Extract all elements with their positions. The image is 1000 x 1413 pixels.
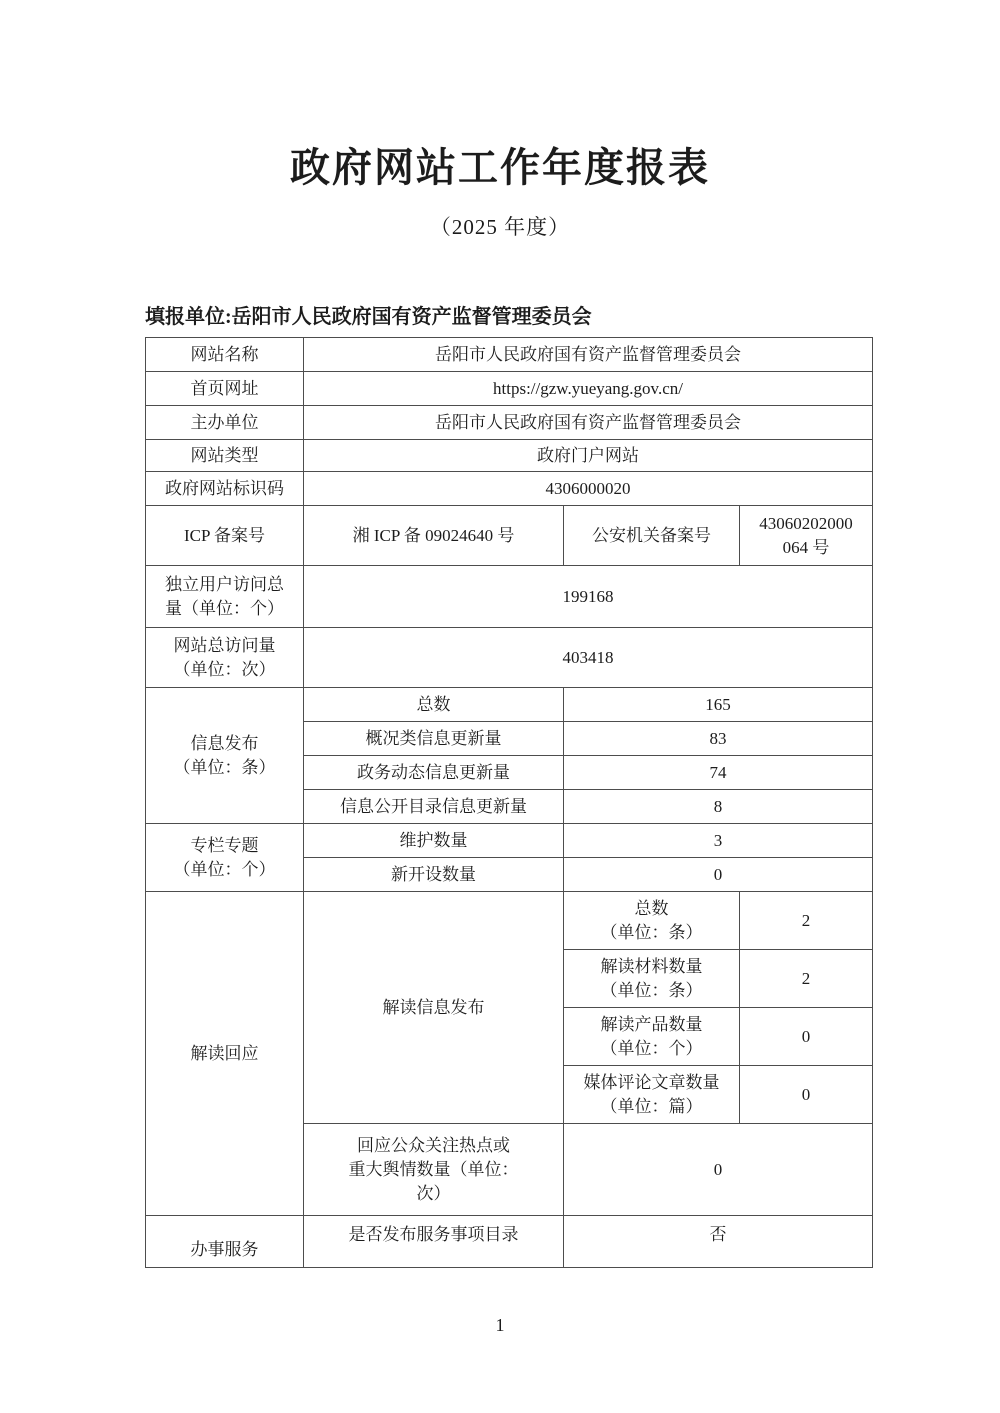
row-value: 0 xyxy=(564,858,873,892)
row-label-line: 回应公众关注热点或 xyxy=(357,1135,510,1155)
row-label-line: （单位：篇） xyxy=(600,1096,703,1116)
row-label: 是否发布服务事项目录 xyxy=(304,1216,564,1268)
subsection-label-interp-publish: 解读信息发布 xyxy=(304,892,564,1124)
table-row-topics-maintained xyxy=(146,824,873,858)
row-label-line: 网站总访问量 xyxy=(173,635,276,655)
row-value: 0 xyxy=(740,1008,873,1066)
reporting-unit-label: 填报单位:岳阳市人民政府国有资产监督管理委员会 xyxy=(145,306,592,328)
row-value: 3 xyxy=(564,824,873,858)
annual-report-table xyxy=(145,337,873,1268)
row-value: 0 xyxy=(564,1124,873,1216)
page-title: 政府网站工作年度报表 xyxy=(290,146,710,190)
row-label-line: （单位：次） xyxy=(173,659,276,679)
table-row-unique-visitors xyxy=(146,566,873,628)
row-value: 8 xyxy=(564,790,873,824)
row-value: 岳阳市人民政府国有资产监督管理委员会 xyxy=(304,406,873,440)
row-label xyxy=(304,1124,564,1216)
row-value-url: https://gzw.yueyang.gov.cn/ xyxy=(304,372,873,406)
row-label: 概况类信息更新量 xyxy=(304,722,564,756)
row-label xyxy=(146,628,304,688)
row-value: 政府门户网站 xyxy=(304,440,873,472)
section-label-info-publish xyxy=(146,688,304,824)
police-record-number-line: 43060202000 xyxy=(759,513,853,533)
page-subtitle: （2025 年度） xyxy=(429,215,571,239)
row-value: 199168 xyxy=(304,566,873,628)
row-label-line: 独立用户访问总 xyxy=(165,574,284,594)
icp-number: 湘 ICP 备 09024640 号 xyxy=(304,506,564,566)
row-label: 政府网站标识码 xyxy=(146,472,304,506)
row-label-line: （单位：条） xyxy=(600,922,703,942)
table-row-site-name xyxy=(146,338,873,372)
row-label: 网站名称 xyxy=(146,338,304,372)
table-row-service-directory xyxy=(146,1216,873,1268)
row-label xyxy=(564,1008,740,1066)
section-label-service: 办事服务 xyxy=(146,1216,304,1268)
row-label-line: 量（单位：个） xyxy=(165,598,284,618)
section-label-line: 专栏专题 xyxy=(190,835,259,855)
row-value: 2 xyxy=(740,950,873,1008)
row-value: 74 xyxy=(564,756,873,790)
section-label-line: 信息发布 xyxy=(190,733,259,753)
section-label-interpretation: 解读回应 xyxy=(146,892,304,1216)
row-label: 主办单位 xyxy=(146,406,304,440)
section-label-line: （单位：条） xyxy=(173,757,276,777)
table-row-site-id-code xyxy=(146,472,873,506)
section-label-special-topics xyxy=(146,824,304,892)
section-label-line: （单位：个） xyxy=(173,859,276,879)
row-value: 2 xyxy=(740,892,873,950)
police-record-number-line: 064 号 xyxy=(782,537,830,557)
table-row-homepage-url xyxy=(146,372,873,406)
row-label: 政务动态信息更新量 xyxy=(304,756,564,790)
row-label-line: 解读产品数量 xyxy=(600,1014,703,1034)
table-row-total-visits xyxy=(146,628,873,688)
row-label xyxy=(564,1066,740,1124)
row-label: 网站类型 xyxy=(146,440,304,472)
row-label-line: 总数 xyxy=(634,898,669,918)
row-label: 总数 xyxy=(304,688,564,722)
row-label-line: （单位：条） xyxy=(600,980,703,1000)
table-row-interp-total xyxy=(146,892,873,950)
row-label-line: 解读材料数量 xyxy=(600,956,703,976)
row-label: ICP 备案号 xyxy=(146,506,304,566)
row-value: 4306000020 xyxy=(304,472,873,506)
police-record-number xyxy=(740,506,873,566)
row-value: 403418 xyxy=(304,628,873,688)
row-value: 0 xyxy=(740,1066,873,1124)
row-value: 83 xyxy=(564,722,873,756)
row-label: 新开设数量 xyxy=(304,858,564,892)
police-record-label: 公安机关备案号 xyxy=(564,506,740,566)
row-label-line: 媒体评论文章数量 xyxy=(583,1072,720,1092)
row-label-line: 重大舆情数量（单位： xyxy=(348,1159,519,1179)
table-row-icp xyxy=(146,506,873,566)
row-label: 信息公开目录信息更新量 xyxy=(304,790,564,824)
row-label xyxy=(564,950,740,1008)
row-label: 维护数量 xyxy=(304,824,564,858)
table-row-site-type xyxy=(146,440,873,472)
row-label xyxy=(564,892,740,950)
table-row-info-total xyxy=(146,688,873,722)
row-label xyxy=(146,566,304,628)
row-label-line: 次） xyxy=(416,1183,451,1203)
row-value: 165 xyxy=(564,688,873,722)
row-value: 岳阳市人民政府国有资产监督管理委员会 xyxy=(304,338,873,372)
page-number: 1 xyxy=(495,1315,505,1335)
row-label-line: （单位：个） xyxy=(600,1038,703,1058)
table-row-host-unit xyxy=(146,406,873,440)
row-label: 首页网址 xyxy=(146,372,304,406)
row-value: 否 xyxy=(564,1216,873,1268)
